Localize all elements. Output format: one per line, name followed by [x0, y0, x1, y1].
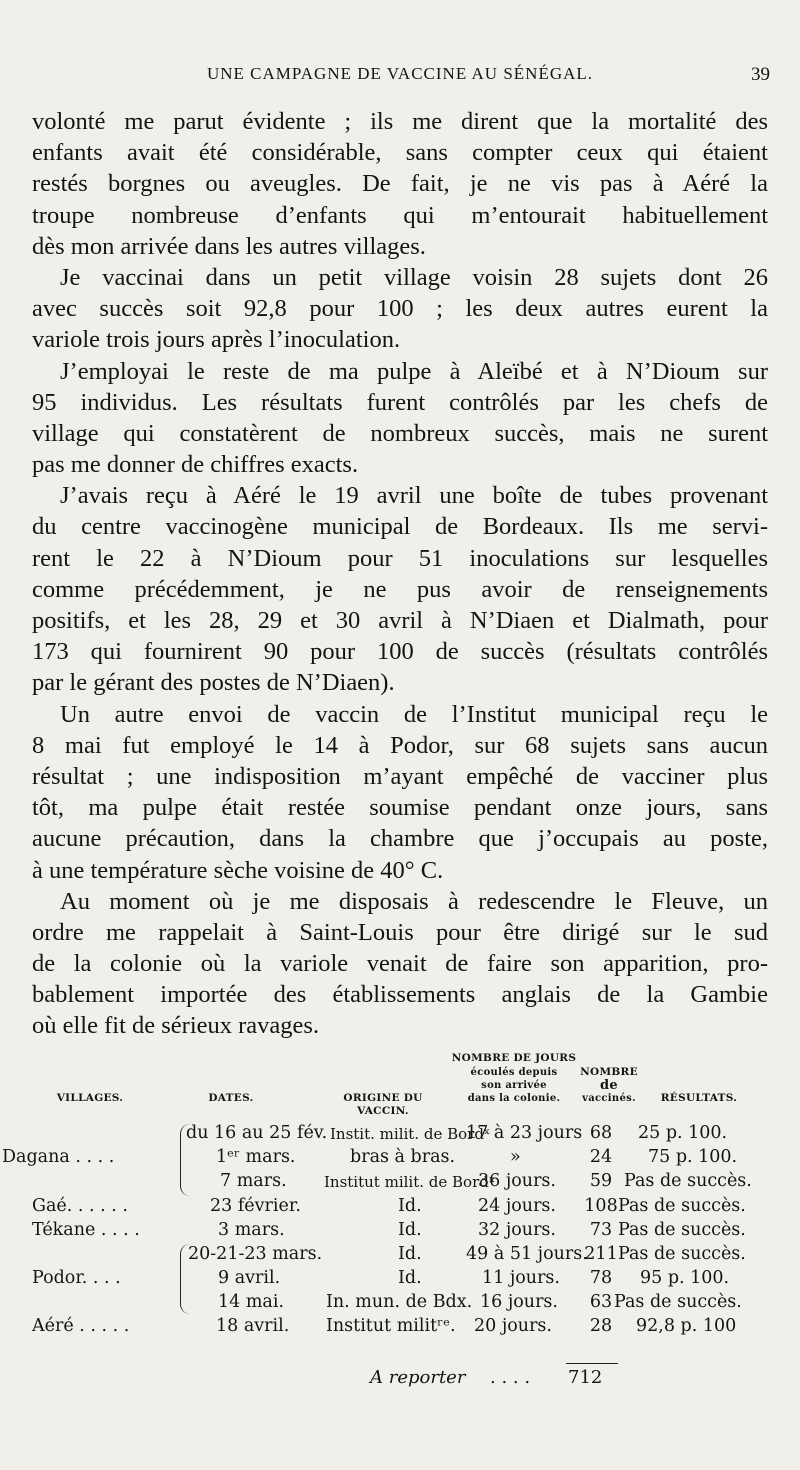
table-row	[0, 1147, 740, 1171]
header-origin: ORIGINE DU VACCIN.	[343, 1092, 423, 1117]
cell-days: 20 jours.	[474, 1316, 552, 1336]
running-title: UNE CAMPAGNE DE VACCINE AU SÉNÉGAL.	[206, 64, 594, 83]
cell-origin: bras à bras.	[350, 1147, 456, 1167]
cell-date: 14 mai.	[218, 1292, 285, 1312]
body-text	[32, 106, 768, 1042]
header-days-top: NOMBRE DE JOURS	[451, 1052, 577, 1064]
cell-days: 32 jours.	[478, 1220, 556, 1240]
cell-count: 68	[589, 1123, 613, 1143]
cell-result: 95 p. 100.	[640, 1268, 730, 1288]
cell-origin: Id.	[398, 1268, 422, 1288]
cell-result: 25 p. 100.	[638, 1123, 728, 1143]
text-line: rent le 22 à N’Dioum pour 51 inoculations sur lesquelles	[32, 544, 768, 572]
cell-origin: Id.	[398, 1244, 422, 1264]
text-line: 95 individus. Les résultats furent contrôlés par les chefs de	[32, 388, 768, 416]
carry-forward-dots: . . . .	[490, 1367, 531, 1388]
cell-origin: Id.	[398, 1196, 422, 1216]
text-line: Un autre envoi de vaccin de l’Institut municipal reçu le	[60, 700, 768, 728]
cell-count: 28	[589, 1316, 613, 1336]
text-line: de la colonie où la variole venait de faire son apparition, pro-	[32, 950, 768, 978]
text-line: restés borgnes ou aveugles. De fait, je ne vis pas à Aéré la	[32, 170, 768, 198]
text-line: Je vaccinai dans un petit village voisin 28 sujets dont 26	[60, 263, 768, 291]
text-line: bablement importée des établissements anglais de la Gambie	[32, 981, 768, 1009]
text-line: volonté me parut évidente ; ils me dirent que la mortalité des	[32, 108, 768, 135]
header-days-bottom: dans la colonie.	[467, 1093, 561, 1104]
text-line: aucune précaution, dans la chambre que j’occupais au poste,	[32, 825, 768, 853]
text-line: Au moment où je me disposais à redescendre le Fleuve, un	[60, 887, 768, 915]
text-line: avec succès soit 92,8 pour 100 ; les deux autres eurent la	[32, 295, 768, 323]
table-row	[0, 1316, 740, 1340]
cell-date: 23 février.	[210, 1196, 301, 1216]
cell-village: Tékane . . . .	[32, 1220, 140, 1240]
header-days-mid: écoulés depuis	[470, 1067, 558, 1078]
cell-village: Aéré . . . . .	[32, 1316, 130, 1336]
cell-origin: Id.	[398, 1220, 422, 1240]
cell-date: 7 mars.	[220, 1171, 287, 1191]
text-line: troupe nombreuse d’enfants qui m’entourait habituellement	[32, 201, 768, 229]
page-number: 39	[751, 64, 770, 85]
table-row	[0, 1171, 752, 1195]
text-line: tôt, ma pulpe était restée soumise pendant onze jours, sans	[32, 794, 768, 822]
text-line: à une température sèche voisine de 40° C.	[32, 856, 444, 884]
cell-result: 92,8 p. 100	[636, 1316, 737, 1336]
text-line: 8 mai fut employé le 14 à Podor, sur 68 sujets sans aucun	[32, 731, 768, 759]
text-line: dès mon arrivée dans les autres villages.	[32, 232, 426, 260]
header-villages: VILLAGES.	[56, 1092, 124, 1104]
header-count-mid: de	[600, 1078, 618, 1093]
table-row	[0, 1220, 746, 1244]
cell-date: 3 mars.	[218, 1220, 285, 1240]
cell-origin: Institut militʳᵉ.	[326, 1316, 456, 1336]
text-line: du centre vaccinogène municipal de Bordeaux. Ils me servi-	[32, 513, 768, 541]
text-line: où elle fit de sérieux ravages.	[32, 1012, 320, 1040]
cell-count: 211	[584, 1244, 618, 1264]
text-line: par le gérant des postes de N’Diaen).	[32, 669, 395, 697]
text-line: enfants avait été considérable, sans compter ceux qui étaient	[32, 139, 768, 167]
text-line: positifs, et les 28, 29 et 30 avril à N’Diaen et Dialmath, pour	[32, 607, 768, 634]
cell-days: »	[510, 1147, 521, 1167]
cell-result: Pas de succès.	[618, 1220, 746, 1240]
header-count-top: NOMBRE	[580, 1066, 638, 1078]
cell-count: 63	[589, 1292, 613, 1312]
cell-days: 11 jours.	[482, 1268, 560, 1288]
header-dates: DATES.	[208, 1092, 254, 1104]
cell-date: 18 avril.	[216, 1316, 290, 1336]
cell-origin: Institut milit. de Bordˣ	[324, 1173, 496, 1191]
table-row	[0, 1268, 740, 1292]
text-line: 173 qui fournirent 90 pour 100 de succès (résultats contrôlés	[32, 638, 768, 666]
cell-result: Pas de succès.	[618, 1196, 746, 1216]
running-head	[30, 64, 770, 94]
text-line: variole trois jours après l’inoculation.	[32, 326, 401, 354]
header-results: RÉSULTATS.	[660, 1092, 738, 1104]
text-line: J’avais reçu à Aéré le 19 avril une boîte de tubes provenant	[60, 482, 768, 510]
cell-days: 24 jours.	[478, 1196, 556, 1216]
header-days-mid2: son arrivée	[481, 1080, 547, 1091]
cell-result: 75 p. 100.	[648, 1147, 738, 1167]
header-count-bottom: vaccinés.	[582, 1093, 636, 1104]
cell-count: 24	[589, 1147, 613, 1167]
cell-result: Pas de succès.	[618, 1244, 746, 1264]
table-row	[0, 1292, 740, 1316]
table-row	[0, 1244, 746, 1268]
total-rule	[566, 1363, 618, 1364]
cell-days: 49 à 51 jours.	[466, 1244, 588, 1264]
carry-forward-total: 712	[568, 1367, 603, 1388]
cell-result: Pas de succès.	[624, 1171, 752, 1191]
cell-date: 9 avril.	[218, 1268, 281, 1288]
cell-origin: In. mun. de Bdx.	[326, 1292, 473, 1312]
cell-date: 20-21-23 mars.	[188, 1244, 323, 1264]
text-line: ordre me rappelait à Saint-Louis pour être dirigé sur le sud	[32, 918, 768, 946]
cell-village: Dagana . . . .	[2, 1147, 115, 1167]
cell-count: 73	[589, 1220, 613, 1240]
cell-count: 108	[584, 1196, 618, 1216]
carry-forward-label: A reporter	[370, 1367, 466, 1388]
cell-date: 1ᵉʳ mars.	[216, 1147, 296, 1167]
cell-origin: Instit. milit. de Bordˣ	[330, 1125, 491, 1143]
text-line: résultat ; une indisposition m’ayant empêché de vacciner plus	[32, 762, 768, 790]
table-row	[0, 1196, 746, 1220]
text-line: comme précédemment, je ne pus avoir de renseignements	[32, 575, 768, 603]
cell-village: Podor. . . .	[32, 1268, 121, 1288]
cell-days: 36 jours.	[478, 1171, 556, 1191]
cell-village: Gaé. . . . . .	[32, 1196, 128, 1216]
cell-count: 59	[589, 1171, 613, 1191]
text-line: pas me donner de chiffres exacts.	[32, 451, 359, 479]
cell-date: du 16 au 25 fév.	[186, 1123, 328, 1143]
cell-days: 16 jours.	[480, 1292, 558, 1312]
text-line: J’employai le reste de ma pulpe à Aleïbé et à N’Dioum sur	[60, 357, 768, 385]
text-line: village qui constatèrent de nombreux succès, mais ne surent	[32, 419, 768, 447]
cell-result: Pas de succès.	[614, 1292, 742, 1312]
cell-days: 17 à 23 jours	[466, 1123, 583, 1143]
cell-count: 78	[589, 1268, 613, 1288]
